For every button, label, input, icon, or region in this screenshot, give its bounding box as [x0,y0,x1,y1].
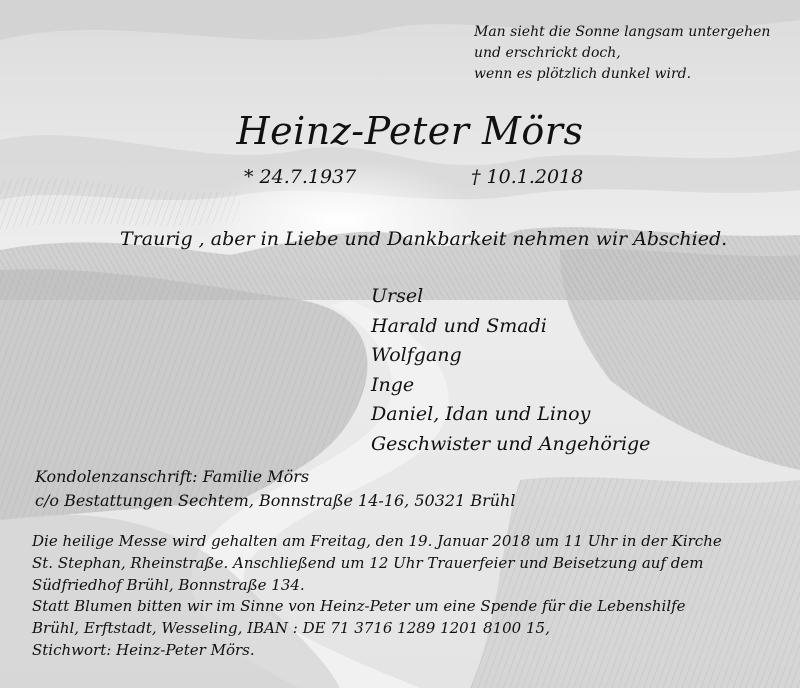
epigraph-quote [474,22,789,85]
service-line: Südfriedhof Brühl, Bonnstraße 134. [32,575,305,594]
mourners-list [371,282,650,459]
farewell-statement: Traurig , aber in Liebe und Dankbarkeit nehmen wir Abschied. [120,228,728,250]
mourner-name: Ursel [371,285,424,307]
service-line: Brühl, Erftstadt, Wesseling, IBAN : DE 71 3716 1289 1201 8100 15, [32,619,550,638]
mourner-name: Harald und Smadi [371,314,547,337]
condolence-line: c/o Bestattungen Sechtem, Bonnstraße 14-16, 50321 Brühl [35,491,516,510]
mourner-name: Inge [371,373,415,396]
service-line: St. Stephan, Rheinstraße. Anschließend um 12 Uhr Trauerfeier und Beisetzung auf dem [32,553,704,572]
quote-line: und erschrickt doch, [474,45,621,61]
deceased-name: Heinz-Peter Mörs [236,109,584,153]
service-details [32,531,792,662]
service-line: Statt Blumen bitten wir im Sinne von Heinz-Peter um eine Spende für die Lebenshilfe [32,597,686,616]
mourner-name: Geschwister und Angehörige [371,432,651,455]
condolence-line: Kondolenzanschrift: Familie Mörs [35,467,310,486]
quote-line: wenn es plötzlich dunkel wird. [474,66,692,82]
mourner-name: Wolfgang [371,344,462,366]
death-date: † 10.1.2018 [471,166,584,188]
mourner-name: Daniel, Idan und Linoy [371,403,591,425]
condolence-address [35,465,515,513]
birth-date: * 24.7.1937 [244,166,357,188]
service-line: Stichwort: Heinz-Peter Mörs. [32,640,255,659]
service-line: Die heilige Messe wird gehalten am Freitag, den 19. Januar 2018 um 11 Uhr in der Kirche [32,532,722,550]
quote-line: Man sieht die Sonne langsam untergehen [474,24,771,40]
